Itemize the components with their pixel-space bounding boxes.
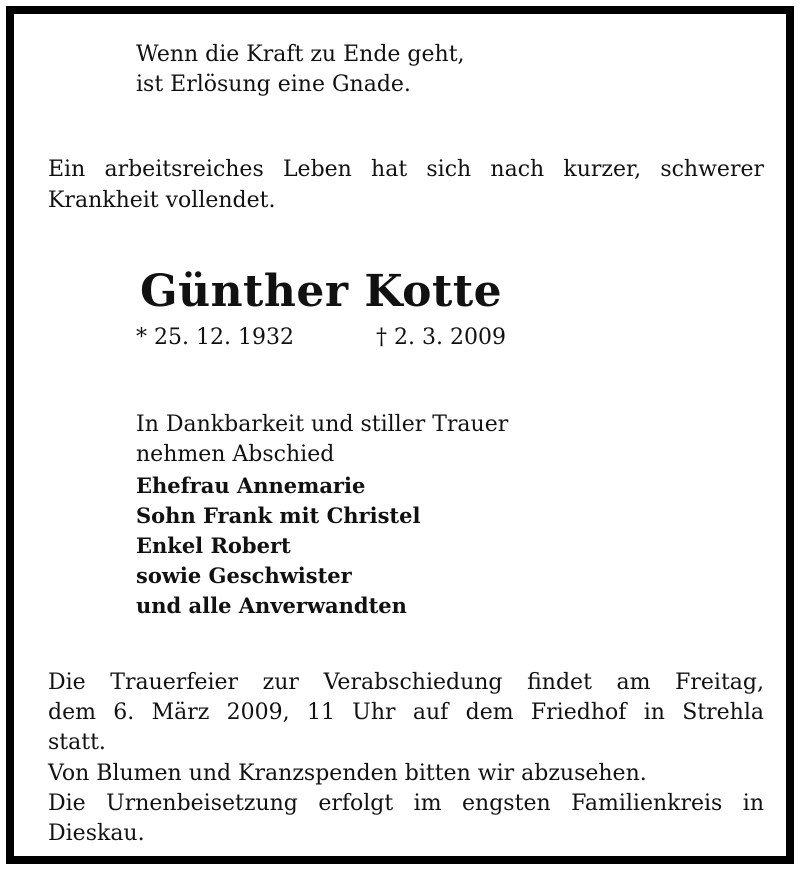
notice-line-5: Die Urnenbeisetzung erfolgt im engsten Familienkreis in (48, 791, 764, 816)
mourner-name: Enkel Robert (136, 533, 291, 558)
notice-line-3: statt. (48, 730, 106, 755)
mourner-name: und alle Anverwandten (136, 593, 407, 618)
notice-line-4: Von Blumen und Kranzspenden bitten wir abzusehen. (48, 761, 647, 786)
birth-date: * 25. 12. 1932 (136, 325, 294, 350)
notice-line-1: Die Trauerfeier zur Verabschiedung findet am Freitag, (48, 670, 764, 695)
deceased-name: Günther Kotte (140, 266, 503, 317)
intro-line-1: Ein arbeitsreiches Leben hat sich nach kurzer, schwerer (48, 157, 764, 182)
mourner-name: Sohn Frank mit Christel (136, 503, 421, 528)
mourners-intro-2: nehmen Abschied (136, 442, 335, 467)
notice-line-2: dem 6. März 2009, 11 Uhr auf dem Friedhof in Strehla (48, 700, 764, 725)
mourner-name: Ehefrau Annemarie (136, 473, 366, 498)
mourners-intro-1: In Dankbarkeit und stiller Trauer (136, 412, 509, 437)
obituary-notice (6, 6, 794, 864)
notice-line-6: Dieskau. (48, 821, 145, 846)
death-date: † 2. 3. 2009 (376, 325, 506, 350)
intro-line-2: Krankheit vollendet. (48, 188, 276, 213)
quote-line-1: Wenn die Kraft zu Ende geht, (136, 42, 465, 67)
mourner-name: sowie Geschwister (136, 563, 352, 588)
quote-line-2: ist Erlösung eine Gnade. (136, 72, 411, 97)
